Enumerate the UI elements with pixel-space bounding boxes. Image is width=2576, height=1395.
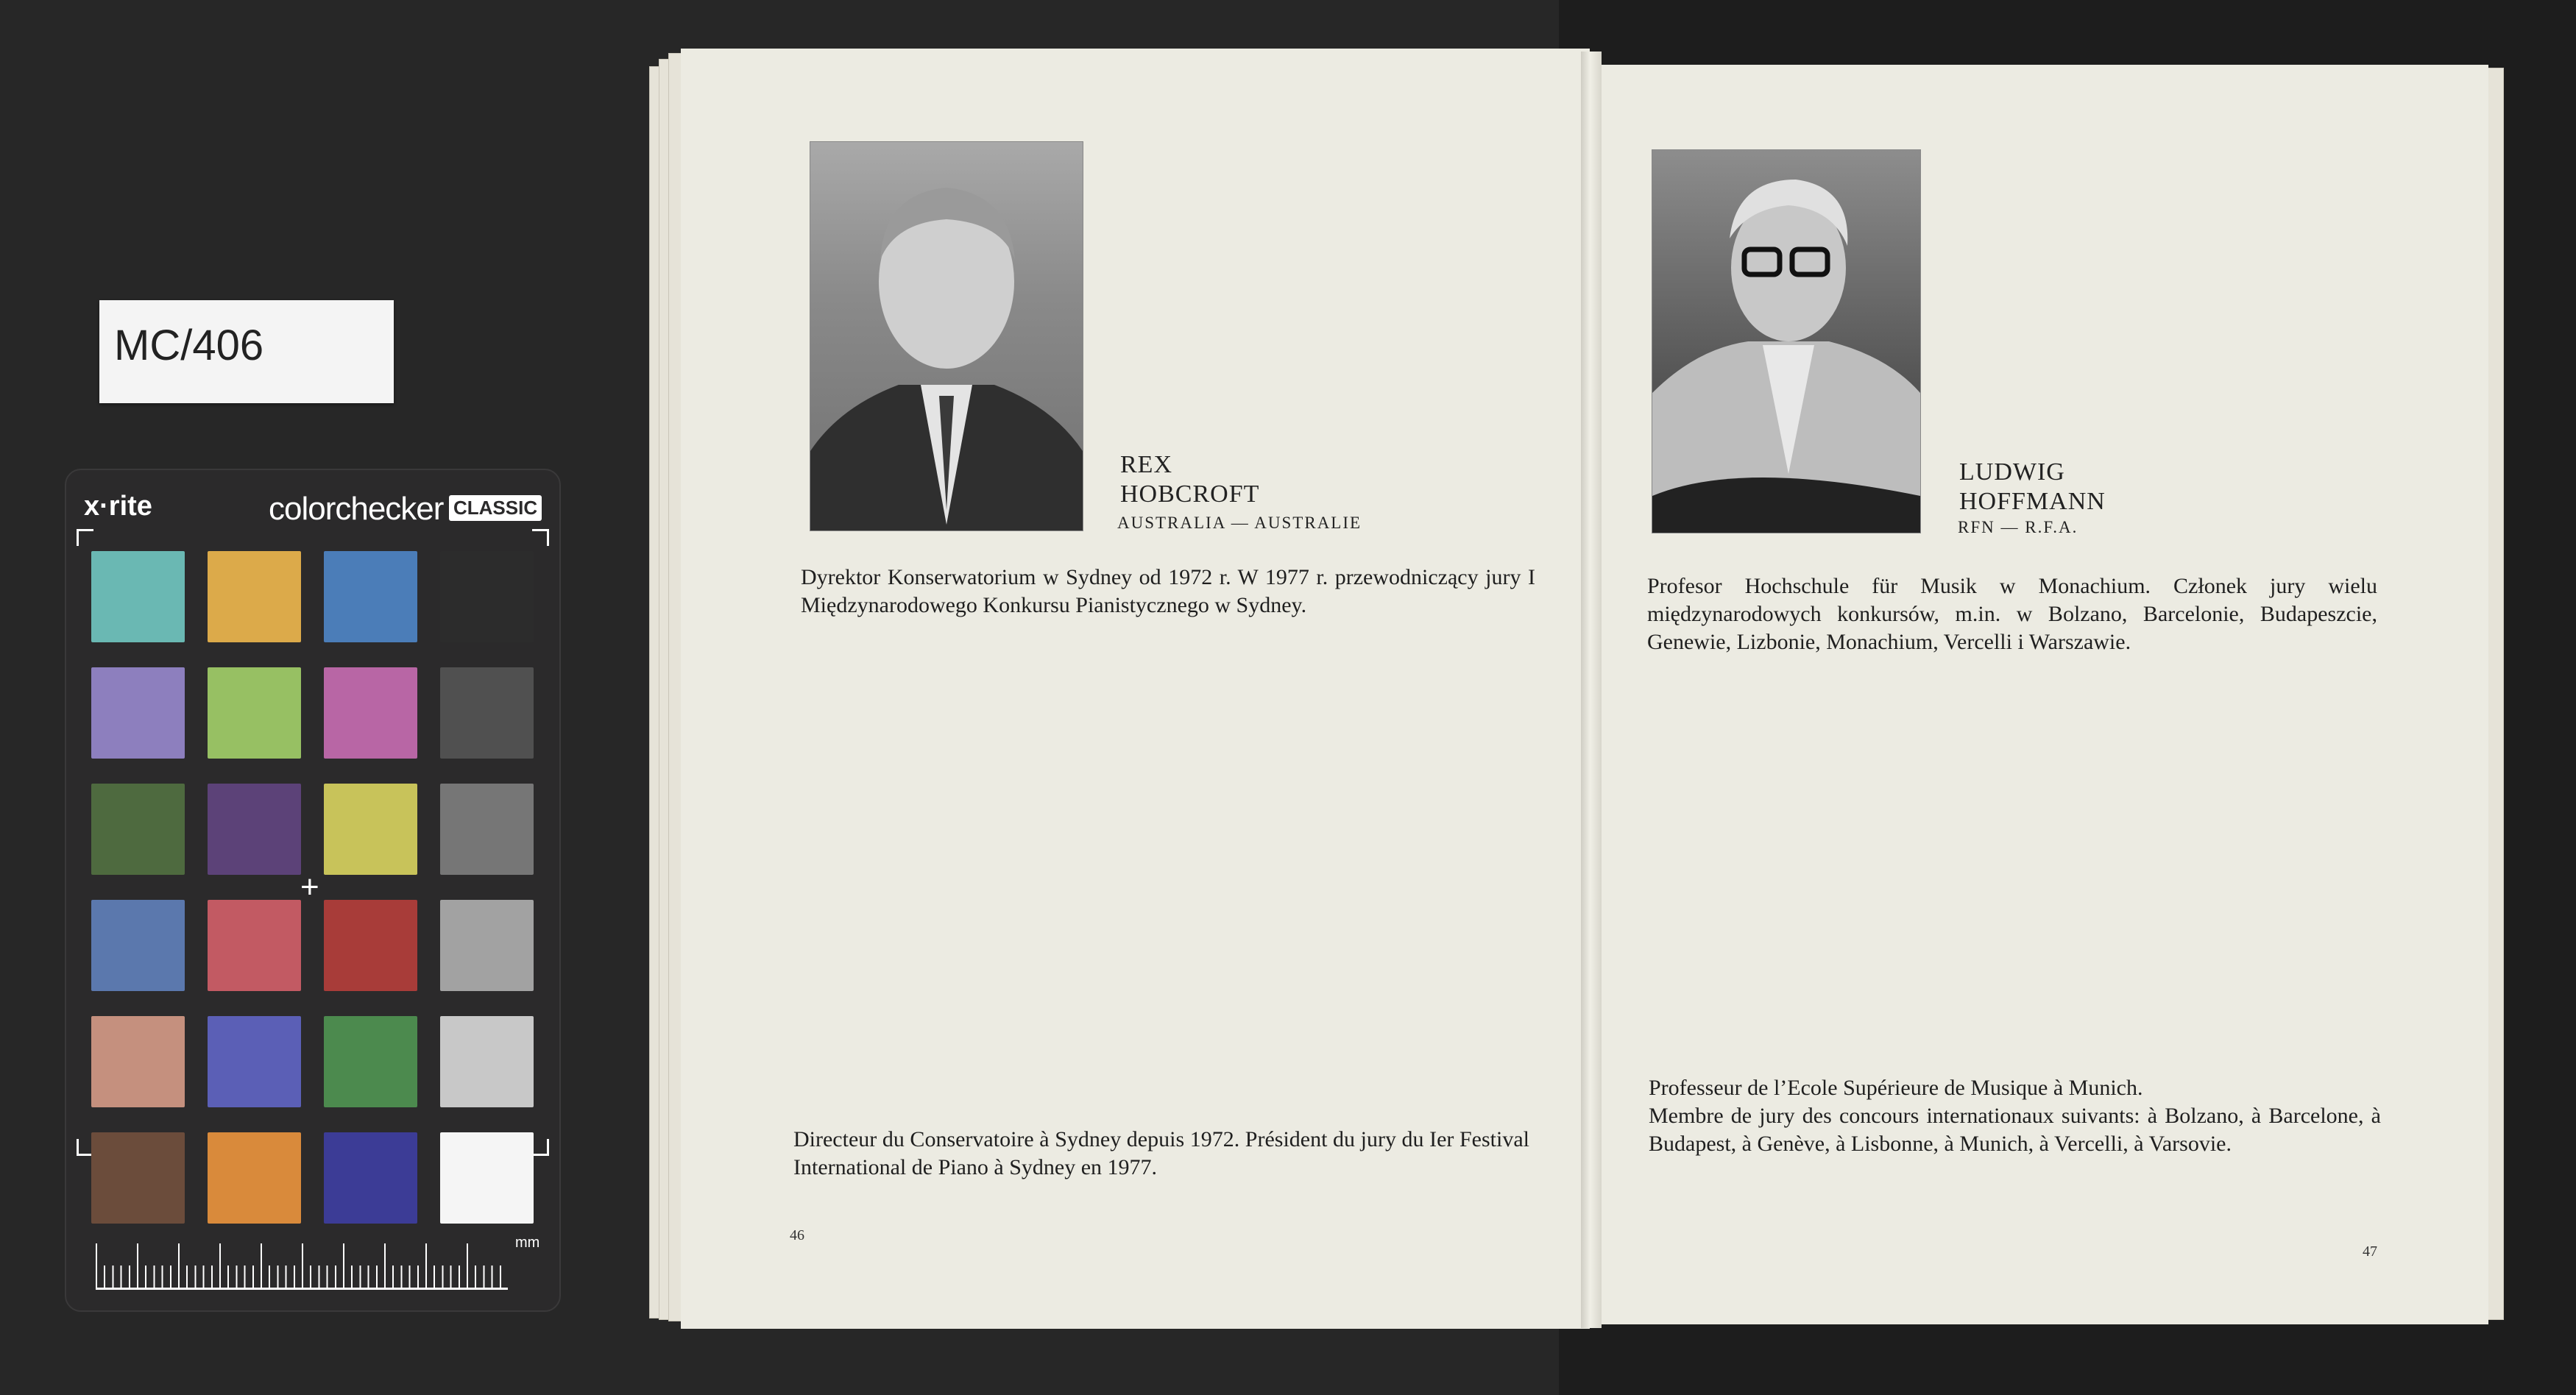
color-patch	[324, 784, 417, 875]
name-line1: REX	[1120, 451, 1172, 478]
color-patch	[208, 900, 301, 991]
color-patch	[91, 784, 185, 875]
color-patch	[91, 1132, 185, 1224]
country-label: RFN — R.F.A.	[1958, 518, 2078, 536]
crop-mark	[532, 1139, 549, 1156]
color-patch	[440, 900, 534, 991]
color-patch	[440, 784, 534, 875]
book-gutter	[1581, 52, 1602, 1328]
color-patch	[208, 1016, 301, 1107]
polish-bio-text: Dyrektor Konserwatorium w Sydney od 1972 r. W 1977 r. przewodniczący jury I Międzynarodowego Konkursu Pianistycznego w Sydney.	[801, 565, 1535, 617]
color-patch	[91, 667, 185, 759]
color-patch	[324, 1132, 417, 1224]
french-bio-line1: Professeur de l’Ecole Supérieure de Musique à Munich.	[1649, 1076, 2143, 1100]
page-number: 46	[790, 1227, 804, 1243]
crosshair-icon: +	[300, 869, 319, 905]
name-line2: HOBCROFT	[1120, 480, 1260, 508]
french-bio	[1649, 1074, 2381, 1158]
crop-mark	[77, 529, 93, 546]
french-bio-text: Directeur du Conservatoire à Sydney depuis 1972. Président du jury du Ier Festival International de Piano à Sydney en 1977.	[793, 1127, 1529, 1179]
french-bio	[793, 1126, 1529, 1182]
color-patch	[91, 900, 185, 991]
name-line2: HOFFMANN	[1959, 488, 2106, 515]
french-bio-line2: Membre de jury des concours internationaux suivants: à Bolzano, à Barcelone, à Budapest, à Genève, à Lisbonne, à Munich, à Vercelli, à Varsovie.	[1649, 1104, 2381, 1156]
call-number-label	[99, 300, 394, 403]
mm-ruler	[96, 1243, 508, 1290]
color-patch	[324, 551, 417, 642]
country-label: AUSTRALIA — AUSTRALIE	[1117, 514, 1362, 532]
color-patch	[324, 900, 417, 991]
color-patch	[440, 1132, 534, 1224]
color-patch	[324, 1016, 417, 1107]
page-number: 47	[2363, 1243, 2377, 1260]
color-patch	[324, 667, 417, 759]
color-patch	[208, 667, 301, 759]
ruler-unit: mm	[515, 1235, 540, 1251]
crop-mark	[532, 529, 549, 546]
portrait-photo-hobcroft	[810, 141, 1083, 531]
color-patch	[208, 1132, 301, 1224]
name-line1: LUDWIG	[1959, 458, 2065, 486]
color-patch	[91, 551, 185, 642]
colorchecker-logo: colorchecker	[269, 491, 444, 527]
xrite-logo: x·rite	[84, 491, 152, 522]
color-patch	[440, 667, 534, 759]
color-checker-card	[65, 469, 561, 1312]
color-patch	[208, 784, 301, 875]
polish-bio	[801, 564, 1535, 620]
classic-badge: CLASSIC	[449, 495, 542, 521]
color-patch	[91, 1016, 185, 1107]
portrait-photo-hoffmann	[1652, 149, 1921, 533]
call-number-text: MC/406	[114, 322, 264, 369]
color-patch	[208, 551, 301, 642]
color-patch	[440, 1016, 534, 1107]
polish-bio-text: Profesor Hochschule für Musik w Monachium. Członek jury wielu międzynarodowych konkursów, m.in. w Bolzano, Barcelonie, Budapeszcie, Genewie, Lizbonie, Monachium, Vercelli i Warszawie.	[1647, 574, 2377, 654]
polish-bio	[1647, 572, 2377, 656]
color-patch	[440, 551, 534, 642]
